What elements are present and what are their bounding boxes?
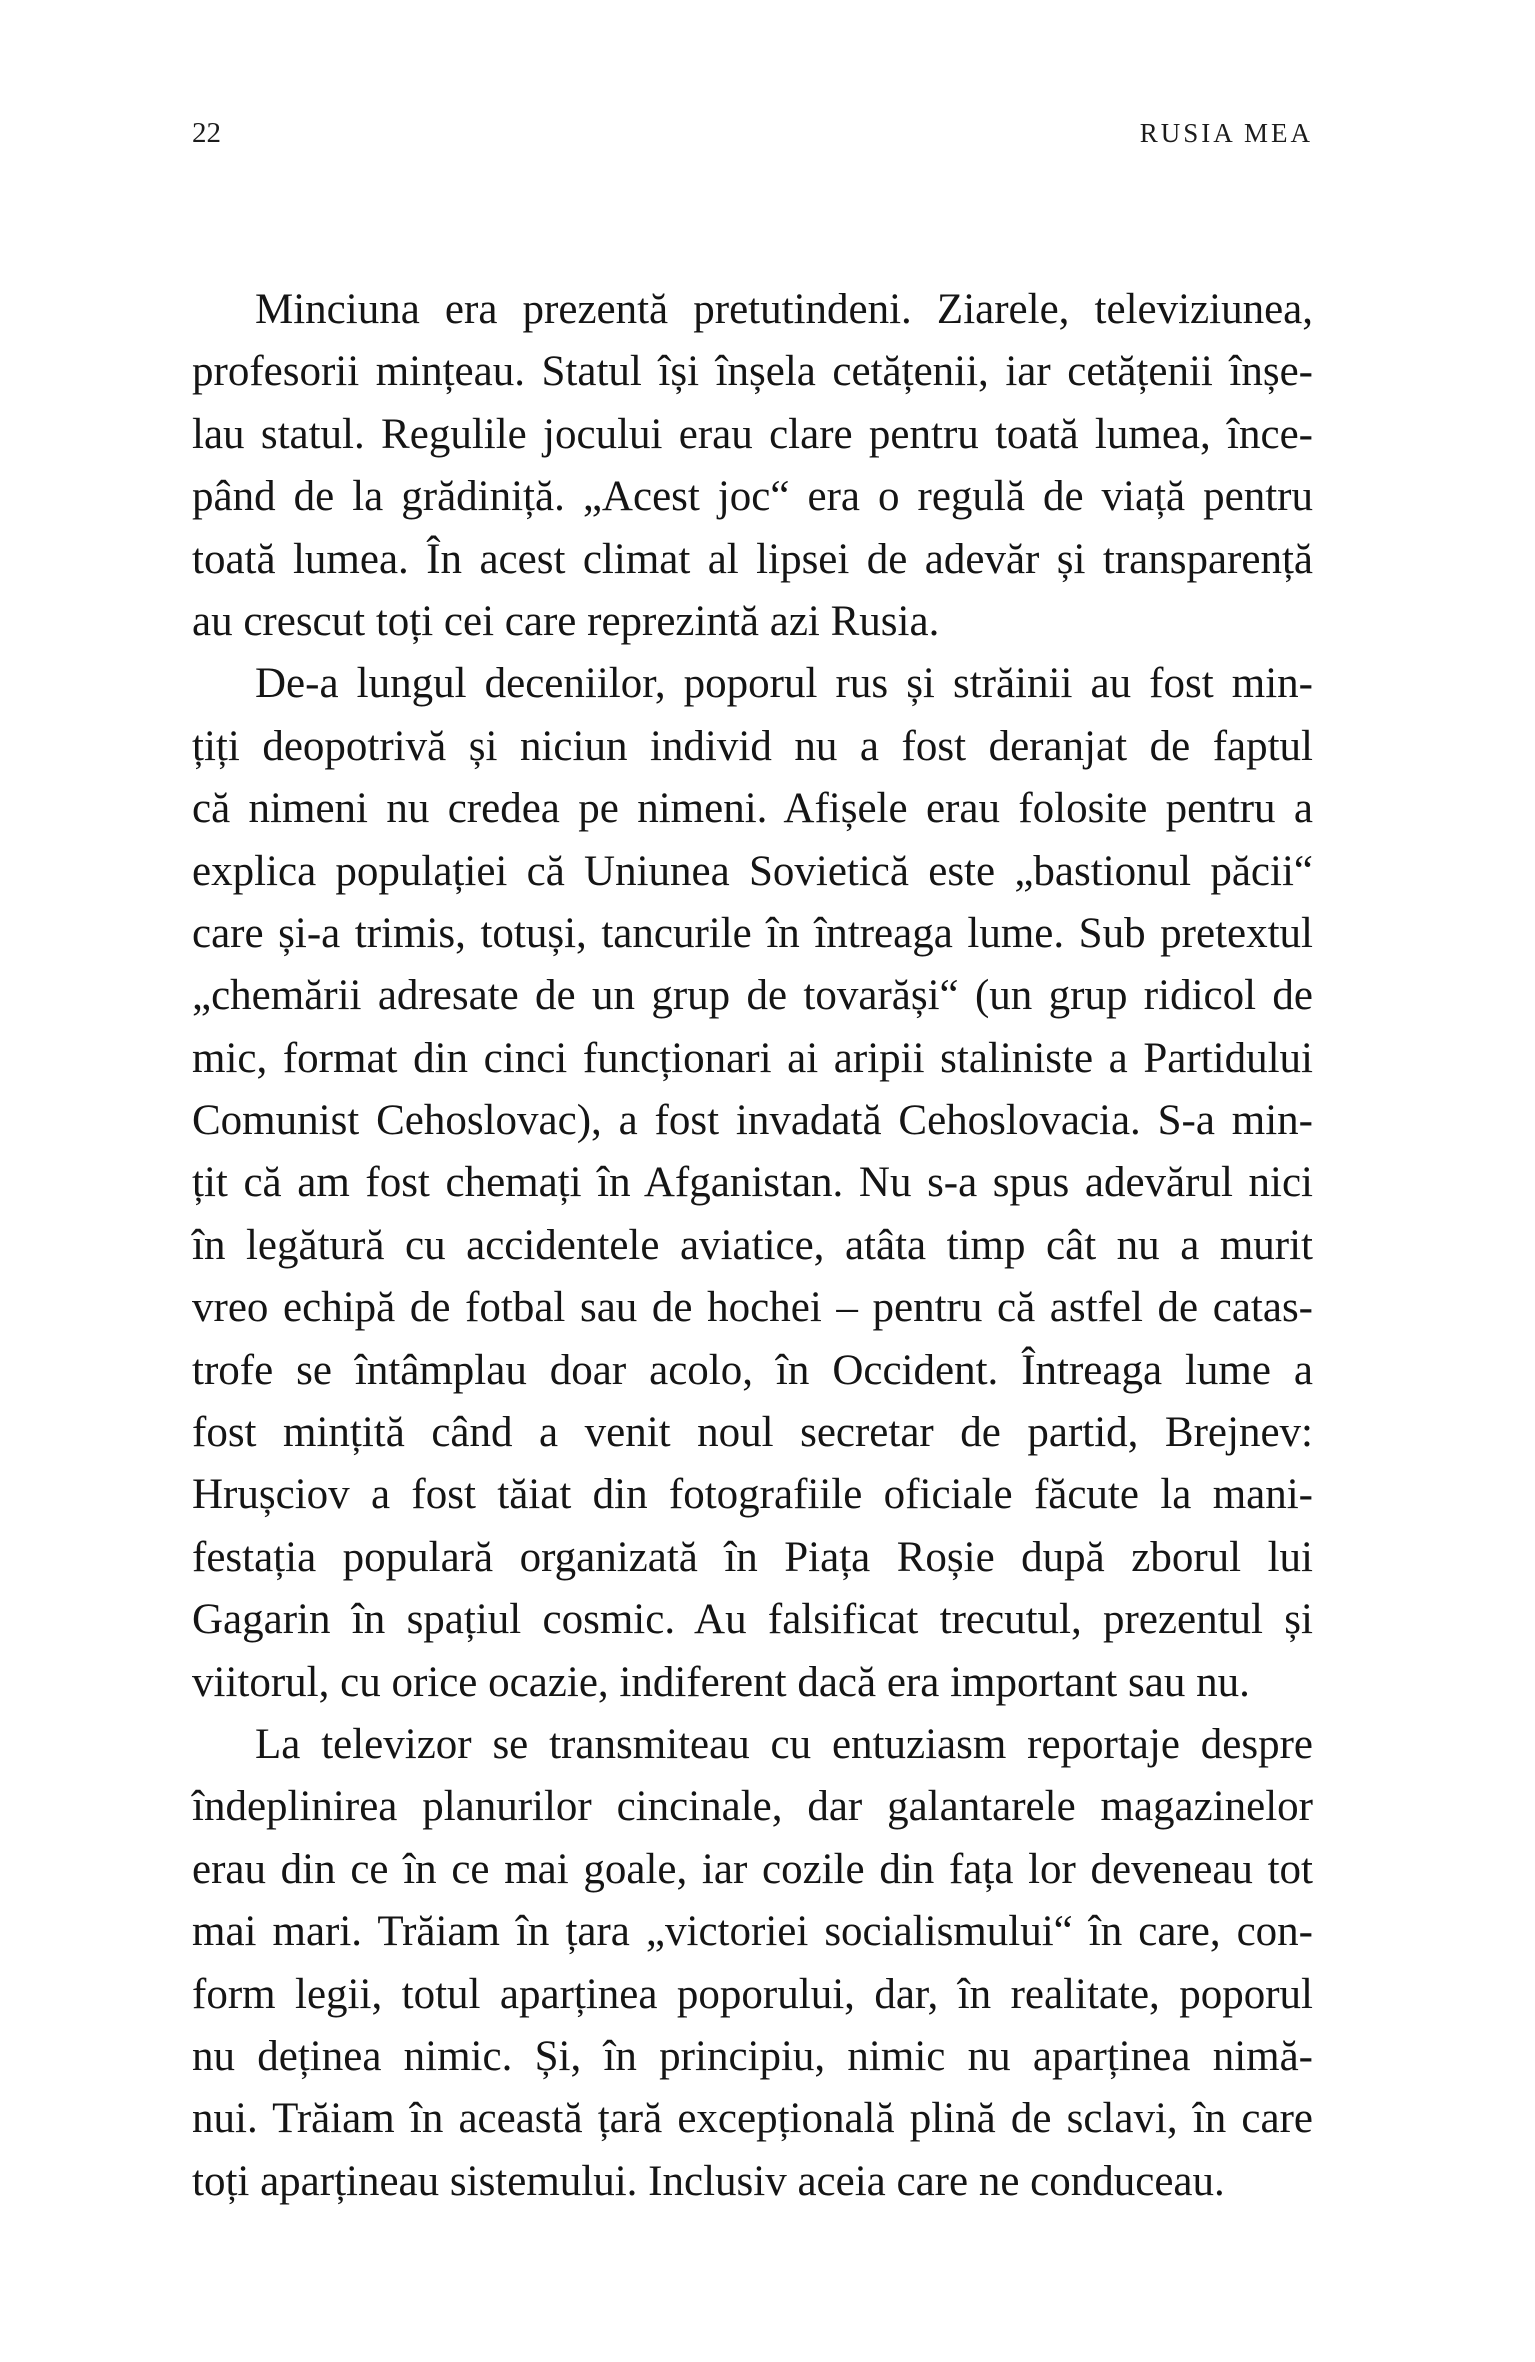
text-line: profesorii mințeau. Statul își înșela cetățenii, iar cetățenii înșe-	[192, 348, 1313, 396]
paragraph	[192, 1714, 1313, 2213]
text-line: erau din ce în ce mai goale, iar cozile din fața lor deveneau tot	[192, 1845, 1313, 1893]
text-line: toată lumea. În acest climat al lipsei de adevăr și transparență	[192, 535, 1313, 583]
text-line: festația populară organizată în Piața Roșie după zborul lui	[192, 1533, 1313, 1581]
text-line: îndeplinirea planurilor cincinale, dar galantarele magazinelor	[192, 1783, 1313, 1831]
text-line: toți aparțineau sistemului. Inclusiv aceia care ne conduceau.	[192, 2157, 1225, 2205]
text-line: trofe se întâmplau doar acolo, în Occident. Întreaga lume a	[192, 1346, 1313, 1394]
text-line: mic, format din cinci funcționari ai aripii staliniste a Partidului	[192, 1034, 1313, 1082]
page-number: 22	[192, 117, 221, 149]
text-line: țiți deopotrivă și niciun individ nu a fost deranjat de faptul	[192, 722, 1313, 770]
page-body	[192, 279, 1313, 2213]
text-line: Minciuna era prezentă pretutindeni. Ziarele, televiziunea,	[255, 286, 1313, 333]
text-line: fost mințită când a venit noul secretar de partid, Brejnev:	[192, 1409, 1313, 1457]
page-header	[192, 118, 1313, 148]
text-line: La televizor se transmiteau cu entuziasm reportaje despre	[255, 1720, 1313, 1768]
text-line: „chemării adresate de un grup de tovarăși“ (un grup ridicol de	[192, 972, 1313, 1020]
paragraph	[192, 653, 1313, 1714]
paragraph	[192, 279, 1313, 653]
text-line: viitorul, cu orice ocazie, indiferent dacă era important sau nu.	[192, 1658, 1250, 1706]
text-line: lau statul. Regulile jocului erau clare pentru toată lumea, înce-	[192, 410, 1313, 458]
text-line: care și-a trimis, totuși, tancurile în întreaga lume. Sub pretextul	[192, 909, 1313, 957]
text-line: Comunist Cehoslovac), a fost invadată Cehoslovacia. S-a min-	[192, 1097, 1313, 1145]
text-line: în legătură cu accidentele aviatice, atâta timp cât nu a murit	[192, 1221, 1313, 1269]
text-line: au crescut toți cei care reprezintă azi Rusia.	[192, 597, 940, 645]
text-line: nu deținea nimic. Și, în principiu, nimic nu aparținea nimă-	[192, 2032, 1313, 2080]
text-line: Hrușciov a fost tăiat din fotografiile oficiale făcute la mani-	[192, 1471, 1313, 1519]
text-line: pând de la grădiniță. „Acest joc“ era o regulă de viață pentru	[192, 473, 1313, 521]
text-line: mai mari. Trăiam în țara „victoriei socialismului“ în care, con-	[192, 1908, 1313, 1956]
text-line: vreo echipă de fotbal sau de hochei – pentru că astfel de catas-	[192, 1284, 1313, 1332]
running-title: RUSIA MEA	[1139, 118, 1313, 148]
text-line: form legii, totul aparținea poporului, dar, în realitate, poporul	[192, 1970, 1313, 2018]
text-line: țit că am fost chemați în Afganistan. Nu s-a spus adevărul nici	[192, 1159, 1313, 1207]
text-line: că nimeni nu credea pe nimeni. Afișele erau folosite pentru a	[192, 785, 1313, 833]
text-line: explica populației că Uniunea Sovietică este „bastionul păcii“	[192, 847, 1313, 895]
text-line: De-a lungul deceniilor, poporul rus și străinii au fost min-	[255, 660, 1313, 708]
text-line: nui. Trăiam în această țară excepțională plină de sclavi, în care	[192, 2095, 1313, 2143]
text-line: Gagarin în spațiul cosmic. Au falsificat trecutul, prezentul și	[192, 1596, 1313, 1644]
